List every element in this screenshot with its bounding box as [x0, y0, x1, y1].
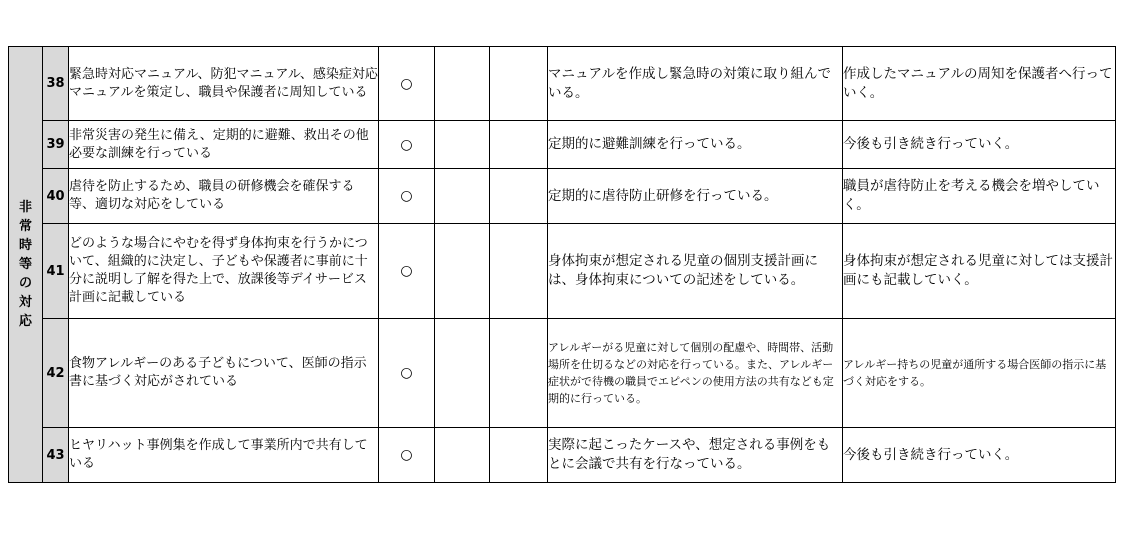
evaluation-table: [8, 46, 1116, 483]
category-cell: [9, 47, 43, 483]
status-text: アレルギーがる児童に対して個別の配慮や、時間帯、活動場所を仕切るなどの対応を行っている。また、アレルギー症状がで待機の職員でエピペンの使用方法の共有なども定期的に行っている。: [548, 319, 843, 428]
partial-cell: [435, 169, 490, 224]
yes-mark: ○: [379, 169, 435, 224]
status-text: 定期的に避難訓練を行っている。: [548, 121, 843, 169]
no-cell: [490, 428, 548, 483]
item-text: 緊急時対応マニュアル、防犯マニュアル、感染症対応マニュアルを策定し、職員や保護者に周知している: [69, 47, 379, 121]
no-cell: [490, 319, 548, 428]
plan-text: 職員が虐待防止を考える機会を増やしていく。: [843, 169, 1116, 224]
no-cell: [490, 121, 548, 169]
partial-cell: [435, 428, 490, 483]
status-text: 定期的に虐待防止研修を行っている。: [548, 169, 843, 224]
partial-cell: [435, 319, 490, 428]
plan-text: アレルギー持ちの児童が通所する場合医師の指示に基づく対応をする。: [843, 319, 1116, 428]
yes-mark: ○: [379, 121, 435, 169]
item-text: ヒヤリハット事例集を作成して事業所内で共有している: [69, 428, 379, 483]
table-row: [9, 121, 1116, 169]
table-row: [9, 47, 1116, 121]
item-number: 40: [43, 169, 69, 224]
table-row: [9, 169, 1116, 224]
no-cell: [490, 224, 548, 319]
item-text: 虐待を防止するため、職員の研修機会を確保する等、適切な対応をしている: [69, 169, 379, 224]
item-number: 38: [43, 47, 69, 121]
status-text: マニュアルを作成し緊急時の対策に取り組んでいる。: [548, 47, 843, 121]
no-cell: [490, 47, 548, 121]
plan-text: 作成したマニュアルの周知を保護者へ行っていく。: [843, 47, 1116, 121]
partial-cell: [435, 224, 490, 319]
status-text: 身体拘束が想定される児童の個別支援計画には、身体拘束についての記述をしている。: [548, 224, 843, 319]
yes-mark: ○: [379, 47, 435, 121]
table-row: [9, 319, 1116, 428]
item-number: 42: [43, 319, 69, 428]
item-number: 43: [43, 428, 69, 483]
category-label: 非常時等の対応: [18, 200, 32, 329]
table-row: [9, 428, 1116, 483]
no-cell: [490, 169, 548, 224]
plan-text: 身体拘束が想定される児童に対しては支援計画にも記載していく。: [843, 224, 1116, 319]
plan-text: 今後も引き続き行っていく。: [843, 121, 1116, 169]
partial-cell: [435, 47, 490, 121]
plan-text: 今後も引き続き行っていく。: [843, 428, 1116, 483]
yes-mark: ○: [379, 319, 435, 428]
item-text: 食物アレルギーのある子どもについて、医師の指示書に基づく対応がされている: [69, 319, 379, 428]
item-text: 非常災害の発生に備え、定期的に避難、救出その他必要な訓練を行っている: [69, 121, 379, 169]
partial-cell: [435, 121, 490, 169]
item-number: 41: [43, 224, 69, 319]
yes-mark: ○: [379, 224, 435, 319]
item-text: どのような場合にやむを得ず身体拘束を行うかについて、組織的に決定し、子どもや保護者に事前に十分に説明し了解を得た上で、放課後等デイサービス計画に記載している: [69, 224, 379, 319]
table-row: [9, 224, 1116, 319]
status-text: 実際に起こったケースや、想定される事例をもとに会議で共有を行なっている。: [548, 428, 843, 483]
item-number: 39: [43, 121, 69, 169]
yes-mark: ○: [379, 428, 435, 483]
